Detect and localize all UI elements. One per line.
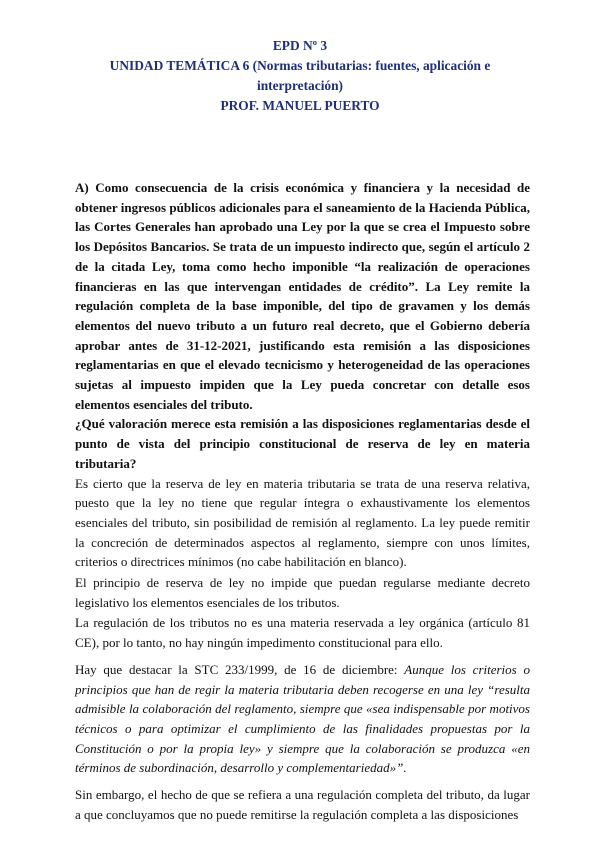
stc-reference: Hay que destacar la STC 233/1999, de 16 de diciembre:: [75, 661, 405, 677]
answer-paragraph-3: La regulación de los tributos no es una materia reservada a ley orgánica (artículo 81 CE), por lo tanto, no hay ningún impedimento constitucional para ello.: [75, 615, 530, 651]
answer-paragraph-5: Sin embargo, el hecho de que se refiera a una regulación completa del tributo, da lugar a que concluyamos que no puede remitirse la regulación completa a las disposiciones: [75, 787, 530, 822]
answer-paragraph-1: Es cierto que la reserva de ley en materia tributaria se trata de una reserva relativa, puesto que la ley no tiene que regular íntegra o exhaustivamente los elementos esenciales del tributo, sin posibilidad de remisión al reglamento. La ley puede remitir la concreción de determinados aspectos al reglamento, siempre con unos límites, criterios o directrices mínimos (no cabe habilitación en blanco).: [75, 475, 530, 570]
case-question: ¿Qué valoración merece esta remisión a las disposiciones reglamentarias desde el punto de vista del principio constitucional de reserva de ley en materia tributaria?: [75, 416, 530, 471]
header-epd-number: EPD Nº 3: [272, 38, 328, 53]
answer-section: [75, 474, 530, 825]
document-header: [0, 36, 600, 116]
header-unit-title: UNIDAD TEMÁTICA 6 (Normas tributarias: fuentes, aplicación e: [109, 58, 491, 73]
document-body: [75, 178, 530, 825]
answer-paragraph-2: El principio de reserva de ley no impide que puedan regularse mediante decreto legislativo los elementos esenciales de los tributos.: [75, 575, 530, 610]
case-statement: A) Como consecuencia de la crisis económica y financiera y la necesidad de obtener ingresos públicos adicionales para el saneamiento de la Hacienda Pública, las Cortes Generales han aprobado una Ley por la que se crea el Impuesto sobre los Depósitos Bancarios. Se trata de un impuesto indirecto que, según el artículo 2 de la citada Ley, toma como hecho imponible “la realización de operaciones financieras en las que intervengan entidades de crédito”. La Ley remite la regulación completa de la base imponible, del tipo de gravamen y los demás elementos del nuevo tributo a un futuro real decreto, que el Gobierno debería aprobar antes de 31-12-2021, justificando esta remisión a las disposiciones reglamentarias en que el elevado tecnicismo y heterogeneidad de las operaciones sujetas al impuesto impiden que la Ley pueda concretar con detalle esos elementos esenciales del tributo.: [75, 180, 530, 412]
header-professor: PROF. MANUEL PUERTO: [220, 98, 380, 113]
header-unit-title-cont: interpretación): [256, 78, 344, 93]
answer-paragraph-4: [75, 660, 530, 778]
stc-quote: Aunque los criterios o principios que han de regir la materia tributaria deben recogerse en una ley “resulta admisible la colaboración del reglamento, siempre que «sea indispensable por motivos técnicos o para optimizar el cumplimiento de las finalidades propuestas por la Constitución o por la propia ley» y siempre que la colaboración se produzca «en términos de subordinación, desarrollo y complementariedad»”.: [75, 661, 530, 776]
